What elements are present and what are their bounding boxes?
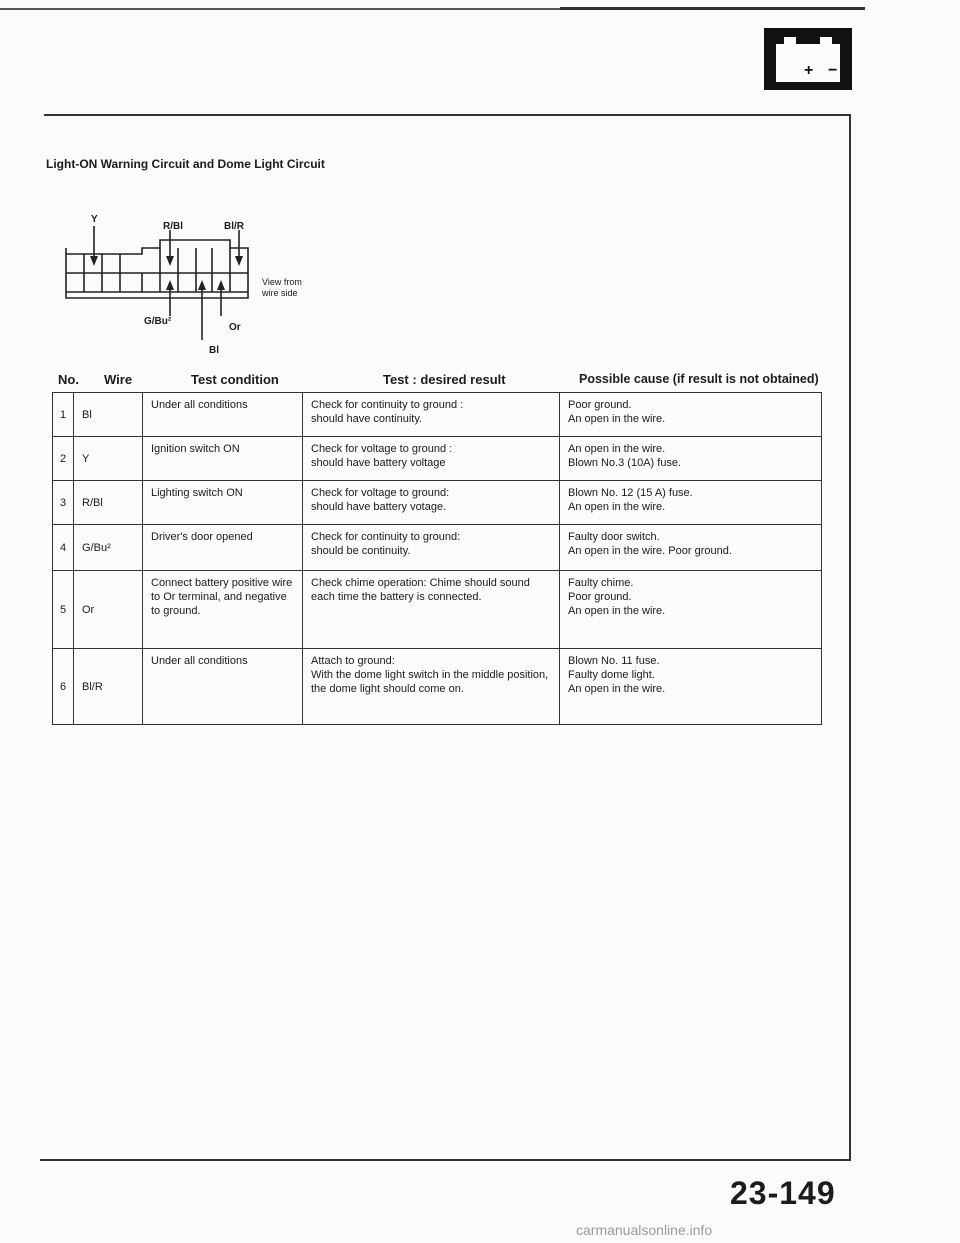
possible-cause: An open in the wire. Blown No.3 (10A) fuse. bbox=[560, 437, 822, 481]
wire-color: Or bbox=[74, 571, 143, 649]
connector-face-drawing bbox=[60, 226, 260, 342]
view-from-note: View from wire side bbox=[262, 277, 302, 298]
wire-color: R/Bl bbox=[74, 481, 143, 525]
label-or: Or bbox=[229, 322, 241, 333]
desired-result: Attach to ground: With the dome light switch in the middle position, the dome light should come on. bbox=[303, 649, 560, 725]
label-y: Y bbox=[91, 214, 98, 225]
test-condition: Ignition switch ON bbox=[143, 437, 303, 481]
table-row bbox=[53, 571, 822, 649]
wire-color: Bl/R bbox=[74, 649, 143, 725]
row-number: 2 bbox=[53, 437, 74, 481]
label-g-bu: G/Bu² bbox=[144, 316, 172, 327]
desired-result: Check for voltage to ground: should have battery votage. bbox=[303, 481, 560, 525]
wire-test-table bbox=[52, 392, 822, 725]
battery-section-icon: + − bbox=[764, 28, 852, 90]
table-row bbox=[53, 481, 822, 525]
wire-color: Y bbox=[74, 437, 143, 481]
desired-result: Check for continuity to ground: should be continuity. bbox=[303, 525, 560, 571]
possible-cause: Blown No. 11 fuse. Faulty dome light. An open in the wire. bbox=[560, 649, 822, 725]
table-row bbox=[53, 525, 822, 571]
desired-result: Check chime operation: Chime should sound each time the battery is connected. bbox=[303, 571, 560, 649]
frame-top-rule bbox=[44, 114, 850, 116]
test-condition: Connect battery positive wire to Or terminal, and negative to ground. bbox=[143, 571, 303, 649]
wire-color: Bl bbox=[74, 393, 143, 437]
header-no: No. bbox=[58, 372, 79, 387]
label-r-bl: R/Bl bbox=[163, 221, 183, 232]
frame-right-rule bbox=[849, 114, 851, 1159]
section-title: Light-ON Warning Circuit and Dome Light Circuit bbox=[46, 157, 325, 171]
row-number: 3 bbox=[53, 481, 74, 525]
row-number: 1 bbox=[53, 393, 74, 437]
table-row bbox=[53, 393, 822, 437]
table-row bbox=[53, 649, 822, 725]
possible-cause: Faulty door switch. An open in the wire. Poor ground. bbox=[560, 525, 822, 571]
header-result: Test : desired result bbox=[383, 372, 506, 387]
test-condition: Driver's door opened bbox=[143, 525, 303, 571]
table-row bbox=[53, 437, 822, 481]
label-bl: Bl bbox=[209, 345, 219, 356]
desired-result: Check for continuity to ground : should have continuity. bbox=[303, 393, 560, 437]
test-condition: Lighting switch ON bbox=[143, 481, 303, 525]
frame-bottom-rule bbox=[40, 1159, 851, 1161]
possible-cause: Blown No. 12 (15 A) fuse. An open in the wire. bbox=[560, 481, 822, 525]
label-bl-r: Bl/R bbox=[224, 221, 244, 232]
header-condition: Test condition bbox=[191, 372, 279, 387]
test-condition: Under all conditions bbox=[143, 649, 303, 725]
desired-result: Check for voltage to ground : should have battery voltage bbox=[303, 437, 560, 481]
row-number: 4 bbox=[53, 525, 74, 571]
possible-cause: Faulty chime. Poor ground. An open in the wire. bbox=[560, 571, 822, 649]
top-rule-thick bbox=[560, 7, 865, 10]
source-watermark: carmanualsonline.info bbox=[576, 1222, 713, 1238]
row-number: 5 bbox=[53, 571, 74, 649]
header-cause: Possible cause (if result is not obtained) bbox=[579, 372, 819, 386]
page-number: 23-149 bbox=[730, 1175, 836, 1211]
possible-cause: Poor ground. An open in the wire. bbox=[560, 393, 822, 437]
header-wire: Wire bbox=[104, 372, 133, 387]
wire-color: G/Bu² bbox=[74, 525, 143, 571]
row-number: 6 bbox=[53, 649, 74, 725]
test-condition: Under all conditions bbox=[143, 393, 303, 437]
